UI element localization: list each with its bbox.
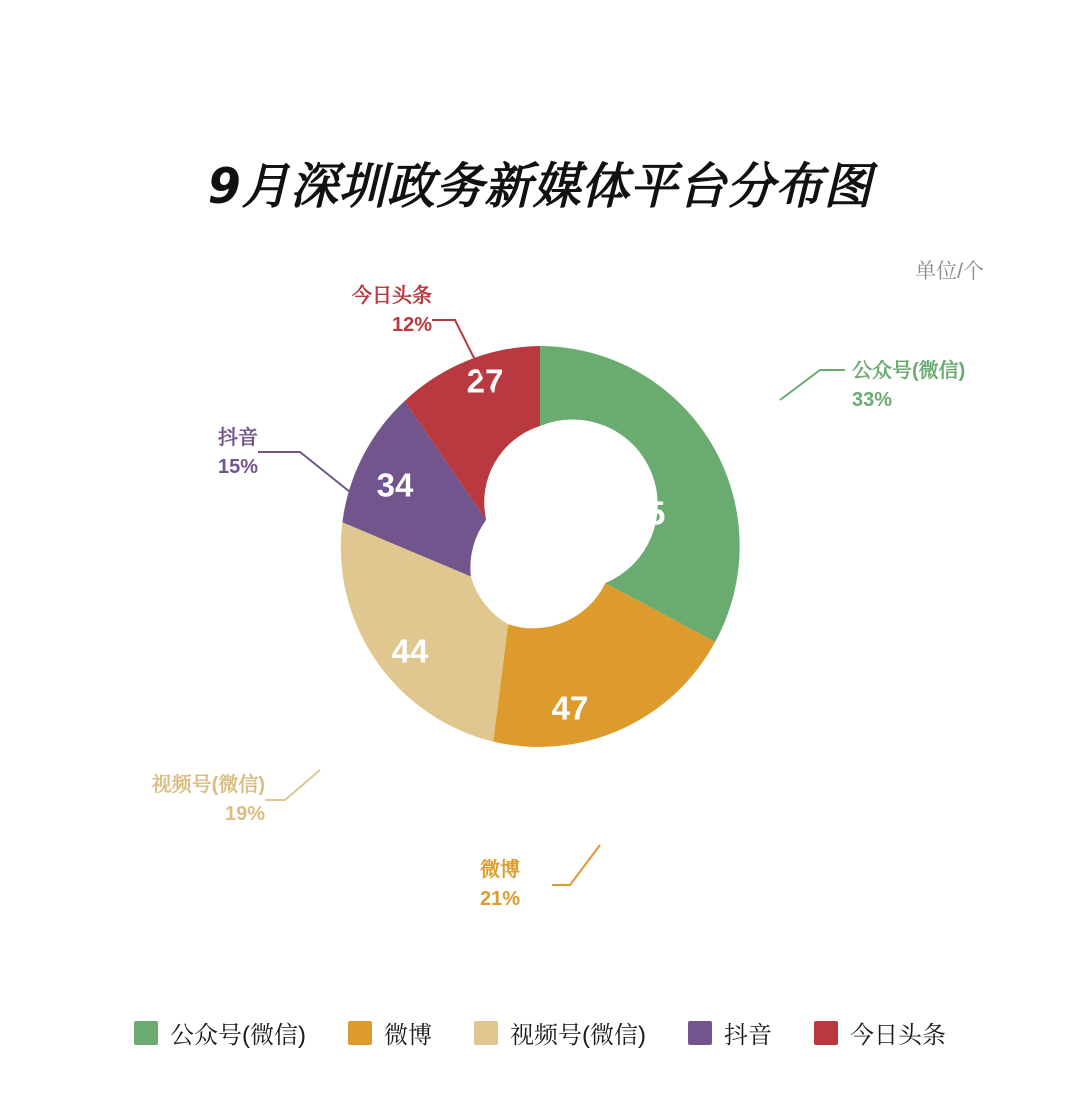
callout-percent-jinritoutiao: 12% <box>391 314 432 336</box>
donut-svg <box>290 296 790 796</box>
callout-percent-gongzhonghao: 33% <box>852 389 893 411</box>
legend-label-shipinhao: 视频号(微信) <box>510 1022 646 1049</box>
legend-item-shipinhao[interactable] <box>474 1015 646 1050</box>
unit-label: 单位/个 <box>915 260 984 283</box>
legend-item-weibo[interactable] <box>348 1015 432 1050</box>
legend-swatch-icon <box>134 1021 158 1045</box>
legend-item-jinritoutiao[interactable] <box>814 1015 946 1050</box>
callout-label-shipinhao: 视频号(微信) <box>151 774 265 796</box>
callout-percent-shipinhao: 19% <box>224 803 265 825</box>
legend-label-jinritoutiao: 今日头条 <box>849 1022 946 1049</box>
legend-item-douyin[interactable] <box>688 1015 772 1050</box>
callout-percent-douyin: 15% <box>217 456 258 478</box>
callout-shipinhao <box>95 771 265 829</box>
callout-gongzhonghao <box>852 357 965 415</box>
legend-swatch-icon <box>814 1021 838 1045</box>
page-title: 9月深圳政务新媒体平台分布图 <box>207 158 873 215</box>
legend-label-gongzhonghao: 公众号(微信) <box>170 1022 306 1049</box>
legend-item-gongzhonghao[interactable] <box>134 1015 306 1050</box>
legend-label-douyin: 抖音 <box>723 1022 772 1049</box>
callout-weibo <box>440 856 560 914</box>
donut-chart <box>290 296 790 796</box>
legend-swatch-icon <box>474 1021 498 1045</box>
legend-swatch-icon <box>688 1021 712 1045</box>
callout-label-jinritoutiao: 今日头条 <box>352 285 432 307</box>
slice-value-jinritoutiao: 27 <box>466 362 504 400</box>
callout-percent-weibo: 21% <box>479 888 521 910</box>
callout-douyin <box>148 424 258 482</box>
slice-value-weibo: 47 <box>551 689 589 727</box>
slice-value-shipinhao: 44 <box>391 632 429 670</box>
slice-value-gongzhonghao: 75 <box>628 494 666 532</box>
callout-label-weibo: 微博 <box>480 859 520 881</box>
chart-legend <box>0 1015 1080 1050</box>
callout-label-gongzhonghao: 公众号(微信) <box>852 360 966 382</box>
legend-swatch-icon <box>348 1021 372 1045</box>
callout-label-douyin: 抖音 <box>218 427 258 449</box>
legend-label-weibo: 微博 <box>384 1022 432 1049</box>
slice-value-douyin: 34 <box>376 466 414 504</box>
callout-jinritoutiao <box>322 282 432 340</box>
